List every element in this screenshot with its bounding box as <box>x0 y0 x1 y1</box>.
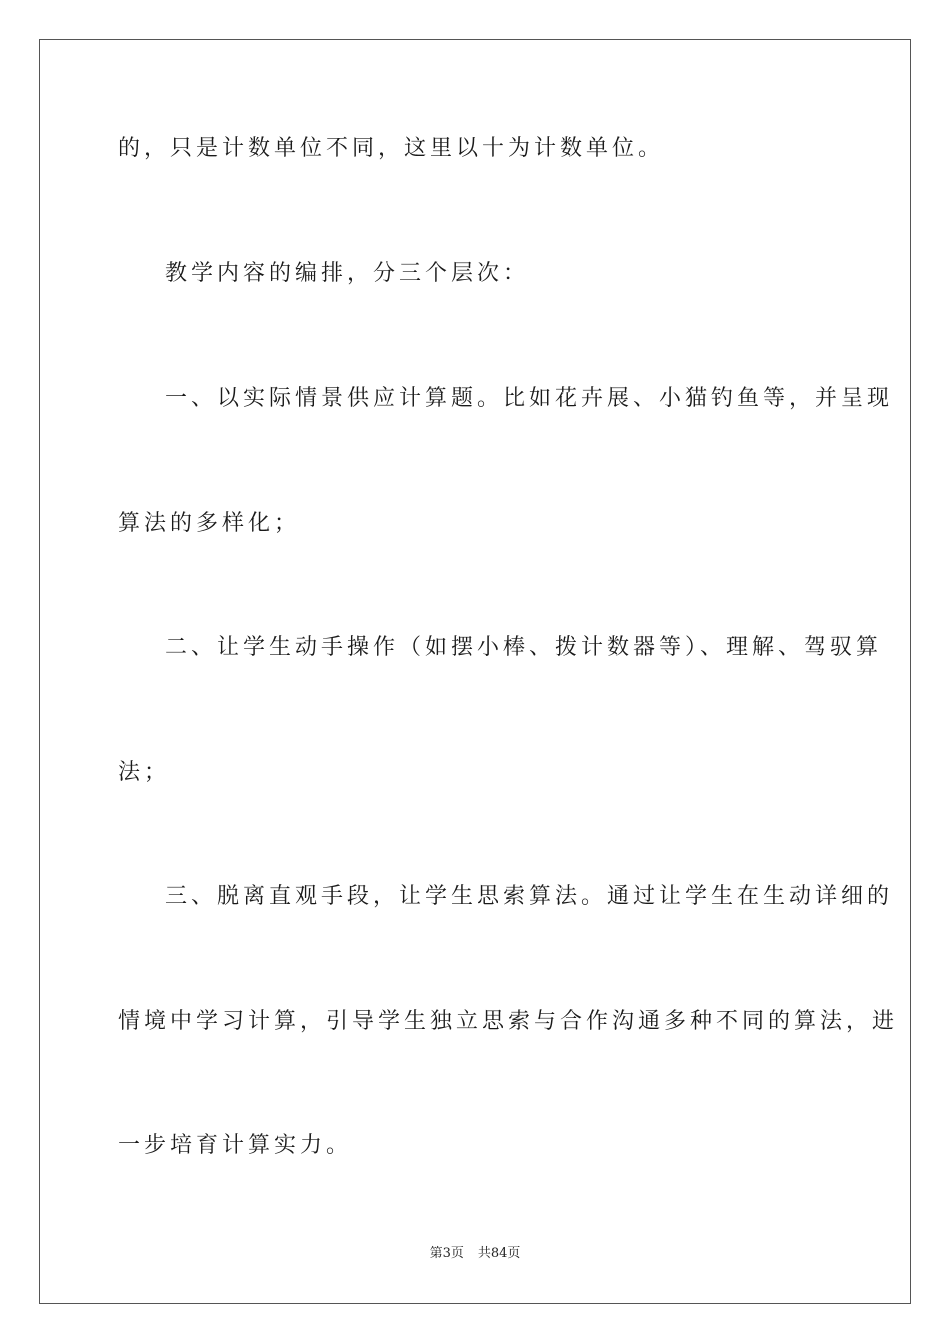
page-footer <box>0 1245 950 1263</box>
paragraph-line: 教学内容的编排，分三个层次： <box>165 261 530 286</box>
paragraph-line: 二、让学生动手操作（如摆小棒、拨计数器等）、理解、驾驭算 <box>165 635 883 660</box>
paragraph-line: 的，只是计数单位不同，这里以十为计数单位。 <box>118 136 665 161</box>
page-number: 第3页 <box>429 1246 464 1261</box>
paragraph-line: 一、以实际情景供应计算题。比如花卉展、小猫钓鱼等，并呈现 <box>165 386 894 411</box>
paragraph-line: 法； <box>118 760 171 785</box>
paragraph-line: 情境中学习计算，引导学生独立思索与合作沟通多种不同的算法，进 <box>118 1009 899 1034</box>
paragraph-line: 一步培育计算实力。 <box>118 1133 353 1158</box>
paragraph-line: 算法的多样化； <box>118 511 301 536</box>
page-total: 共84页 <box>477 1246 521 1261</box>
page-border <box>39 39 911 1304</box>
paragraph-line: 三、脱离直观手段，让学生思索算法。通过让学生在生动详细的 <box>165 884 894 909</box>
